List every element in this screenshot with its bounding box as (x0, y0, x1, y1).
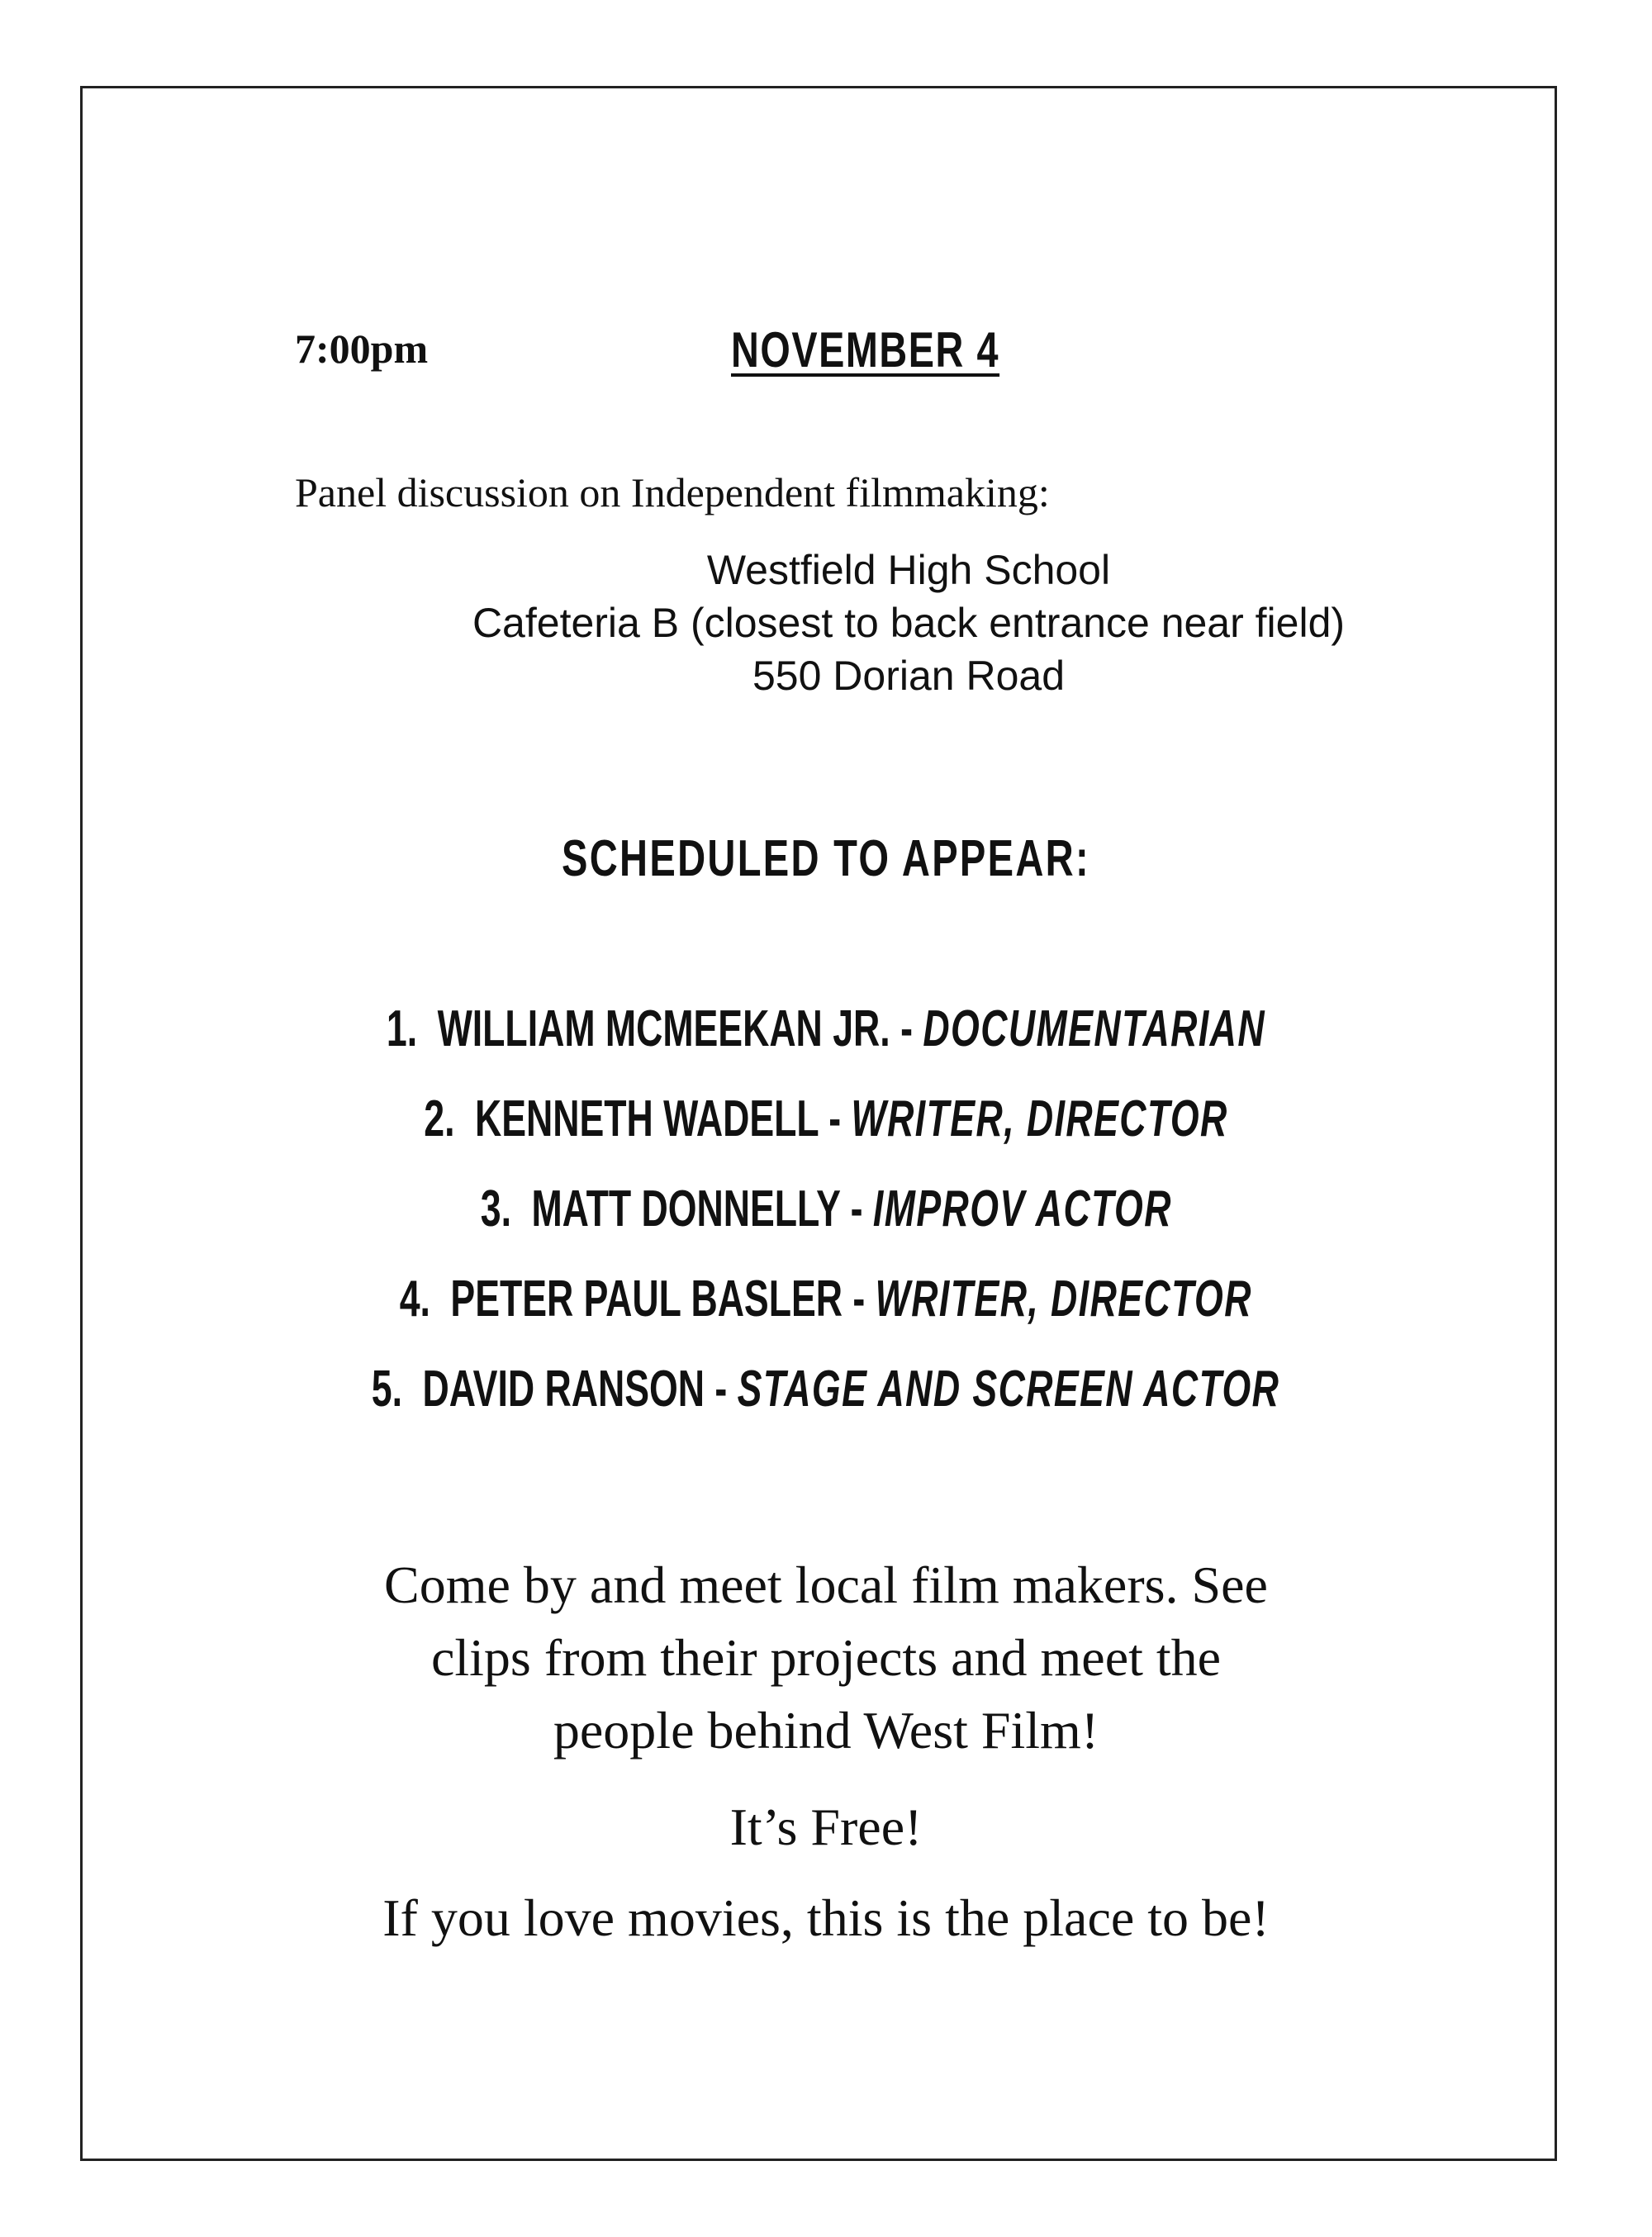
panelist-name: DAVID RANSON (422, 1361, 705, 1418)
panelist-number: 4. (399, 1270, 431, 1327)
venue-address (248, 544, 1569, 702)
closing-line: If you love movies, this is the place to be! (382, 1888, 1270, 1947)
panelist-separator: - (900, 1000, 913, 1057)
panelist-item (0, 1176, 1652, 1266)
event-blurb (0, 1549, 1652, 1767)
panelist-name: WILLIAM MCMEEKAN JR. (437, 1000, 890, 1057)
panelist-item (0, 1266, 1652, 1356)
panelist-role: WRITER, DIRECTOR (875, 1270, 1253, 1327)
blurb-line: Come by and meet local film makers. See (384, 1555, 1268, 1614)
venue-room: Cafeteria B (closest to back entrance near field) (472, 600, 1346, 646)
blurb-line: clips from their projects and meet the (430, 1628, 1222, 1687)
panelist-line (480, 1176, 1171, 1242)
panelist-item (0, 1086, 1652, 1176)
blurb-line: people behind West Film! (553, 1701, 1099, 1760)
panelist-role: WRITER, DIRECTOR (851, 1090, 1228, 1147)
panelist-separator: - (714, 1361, 728, 1418)
panelist-number: 5. (372, 1361, 403, 1418)
panelist-name: MATT DONNELLY (531, 1180, 840, 1237)
panelist-role: DOCUMENTARIAN (923, 1000, 1266, 1057)
panelist-number: 2. (424, 1090, 455, 1147)
venue-name: Westfield High School (706, 547, 1111, 593)
panelist-role: STAGE AND SCREEN ACTOR (738, 1361, 1280, 1418)
panelist-line (424, 1086, 1227, 1152)
panelist-line (387, 996, 1265, 1062)
event-date: NOVEMBER 4 (731, 322, 1000, 378)
panelist-list (0, 996, 1652, 1446)
panelist-item (0, 1356, 1652, 1446)
panelist-line (400, 1266, 1252, 1332)
free-admission-note: It’s Free! (729, 1798, 923, 1856)
panelist-line (372, 1356, 1280, 1422)
scheduled-heading-text: SCHEDULED TO APPEAR: (562, 830, 1090, 887)
event-intro: Panel discussion on Independent filmmaking: (295, 469, 1050, 515)
venue-street: 550 Dorian Road (752, 653, 1066, 699)
panelist-number: 1. (386, 1000, 418, 1057)
panelist-number: 3. (480, 1180, 511, 1237)
panelist-separator: - (852, 1270, 866, 1327)
panelist-name: KENNETH WADELL (474, 1090, 819, 1147)
panelist-separator: - (850, 1180, 863, 1237)
panelist-name: PETER PAUL BASLER (450, 1270, 843, 1327)
panelist-separator: - (828, 1090, 842, 1147)
scheduled-heading (0, 828, 1652, 891)
panelist-item (0, 996, 1652, 1086)
panelist-role: IMPROV ACTOR (872, 1180, 1172, 1237)
event-time: 7:00pm (295, 325, 429, 372)
